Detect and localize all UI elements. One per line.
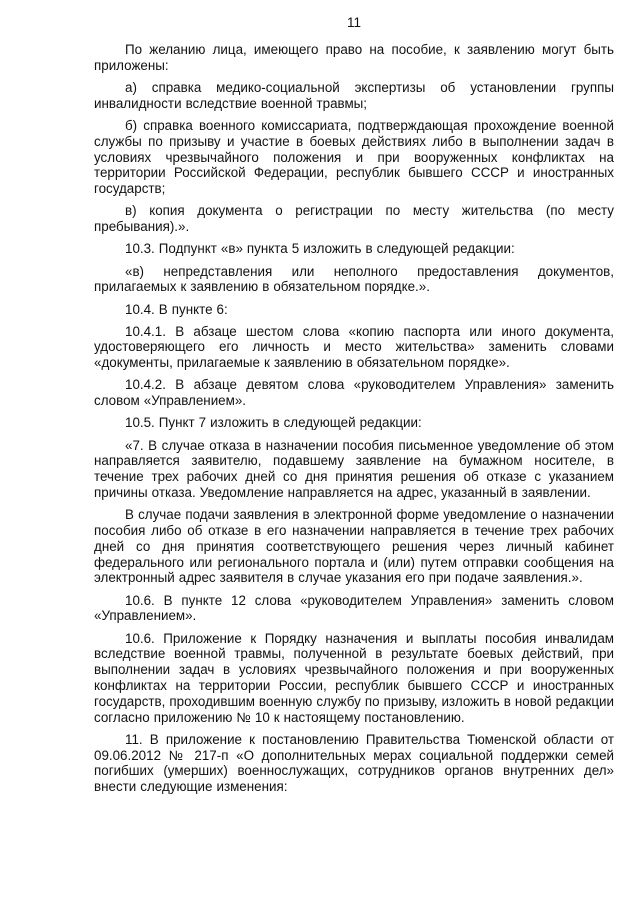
paragraph-10-4-2: 10.4.2. В абзаце девятом слова «руководителем Управления» заменить словом «Управлением». [94,377,614,409]
paragraph-10-4: 10.4. В пункте 6: [125,301,228,317]
paragraph-item-a: а) справка медико-социальной экспертизы об установлении группы инвалидности вследствие военной травмы; [94,79,614,111]
paragraph-10-3: 10.3. Подпункт «в» пункта 5 изложить в следующей редакции: [125,241,515,257]
paragraph-10-3-text: «в) непредставления или неполного предоставления документов, прилагаемых к заявлению в обязательном порядке.». [94,263,614,295]
paragraph-10-6-appendix: 10.6. Приложение к Порядку назначения и выплаты пособия инвалидам вследствие военной травмы, полученной в результате боевых действий, при выполнении задач в условиях чрезвычайного положения и при вооруженных конфликтах на территории России, республик бывшего СССР и иностранных государств, проходившим военную службу по призыву, изложить в новой редакции согласно приложению № 10 к настоящему постановлению. [94,630,614,725]
paragraph-item-v: в) копия документа о регистрации по месту жительства (по месту пребывания).». [94,203,614,235]
page-number: 11 [346,15,361,30]
paragraph-10-5-electronic: В случае подачи заявления в электронной форме уведомление о назначении пособия либо об отказе в его назначении направляется в течение трех рабочих дней со дня принятия соответствующего решения через личный кабинет федерального или регионального портала и (или) путем отправки сообщения на электронный адрес заявителя в случае указания его при подаче заявления.». [94,507,614,586]
paragraph-attachments-intro: По желанию лица, имеющего право на пособие, к заявлению могут быть приложены: [94,42,614,73]
paragraph-10-5: 10.5. Пункт 7 изложить в следующей редакции: [125,415,422,431]
paragraph-10-4-1: 10.4.1. В абзаце шестом слова «копию паспорта или иного документа, удостоверяющего его личность и место жительства» заменить словами «документы, прилагаемые к заявлению в обязательном порядке». [94,323,614,371]
paragraph-10-5-item-7: «7. В случае отказа в назначении пособия письменное уведомление об этом направляется заявителю, подавшему заявление на бумажном носителе, в течение трех рабочих дней со дня принятия решения об отказе с указанием причины отказа. Уведомление направляется на адрес, указанный в заявлении. [94,437,614,501]
paragraph-item-b: б) справка военного комиссариата, подтверждающая прохождение военной службы по призыву и участие в боевых действиях либо в выполнении задач в условиях чрезвычайного положения и при вооруженных конфликтах на территории Российской Федерации, республик бывшего СССР и иностранных государств; [94,117,614,197]
paragraph-11: 11. В приложение к постановлению Правительства Тюменской области от 09.06.2012 № 217-п «О дополнительных мерах социальной поддержки семей погибших (умерших) военнослужащих, сотрудников органов внутренних дел» внести следующие изменения: [94,731,614,795]
paragraph-10-6-item-12: 10.6. В пункте 12 слова «руководителем Управления» заменить словом «Управлением». [94,592,614,624]
document-page [94,14,614,801]
